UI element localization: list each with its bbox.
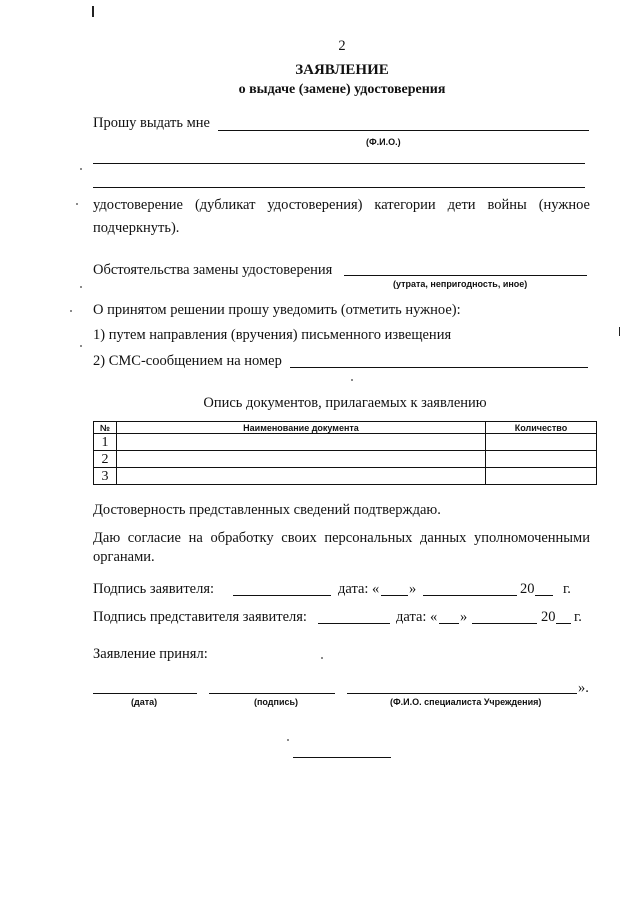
row-number: 2 xyxy=(94,451,117,468)
quantity-cell[interactable] xyxy=(486,434,597,451)
table-row xyxy=(94,451,597,468)
caption-specialist: (Ф.И.О. специалиста Учреждения) xyxy=(390,697,542,707)
certificate-line-2: подчеркнуть). xyxy=(93,220,180,236)
representative-year-line[interactable] xyxy=(556,623,571,624)
fio-line-3[interactable] xyxy=(93,187,585,188)
scan-dot xyxy=(80,168,82,170)
representative-month-line[interactable] xyxy=(472,623,537,624)
circumstances-line[interactable] xyxy=(344,275,587,276)
scan-dot xyxy=(76,203,78,205)
representative-signature-label: Подпись представителя заявителя: xyxy=(93,609,307,625)
header-document-name: Наименование документа xyxy=(117,422,486,434)
fio-line-2[interactable] xyxy=(93,163,585,164)
consent-line-2: органами. xyxy=(93,549,155,565)
applicant-date-label: дата: « xyxy=(338,581,380,597)
scan-dot xyxy=(80,345,82,347)
document-subtitle: о выдаче (замене) удостоверения xyxy=(238,82,446,97)
accepted-specialist-line[interactable] xyxy=(347,693,577,694)
applicant-month-line[interactable] xyxy=(423,595,517,596)
table-row xyxy=(94,468,597,485)
fio-line[interactable] xyxy=(218,130,589,131)
representative-day-line[interactable] xyxy=(439,623,459,624)
scan-mark xyxy=(619,327,620,336)
applicant-year-suffix: г. xyxy=(563,581,571,597)
circumstances-label: Обстоятельства замены удостоверения xyxy=(93,262,333,278)
docs-title: Опись документов, прилагаемых к заявлению xyxy=(203,395,487,411)
notify-option-2[interactable]: 2) СМС-сообщением на номер xyxy=(93,353,282,369)
applicant-day-line[interactable] xyxy=(381,595,408,596)
confirm-text: Достоверность представленных сведений подтверждаю. xyxy=(93,502,441,518)
quantity-cell[interactable] xyxy=(486,468,597,485)
phone-number-line[interactable] xyxy=(290,367,588,368)
document-title: ЗАЯВЛЕНИЕ xyxy=(295,62,389,78)
circumstances-caption: (утрата, непригодность, иное) xyxy=(393,279,528,289)
docs-table-header xyxy=(94,422,597,434)
row-number: 1 xyxy=(94,434,117,451)
scan-dot xyxy=(287,739,289,741)
caption-signature: (подпись) xyxy=(254,697,299,707)
representative-date-label: дата: « xyxy=(396,609,438,625)
scan-mark xyxy=(92,6,94,17)
page-number: 2 xyxy=(338,38,346,54)
request-label: Прошу выдать мне xyxy=(93,115,210,131)
applicant-year-prefix: 20 xyxy=(520,581,535,597)
caption-date: (дата) xyxy=(131,697,158,707)
certificate-line-1: удостоверение (дубликат удостоверения) категории дети войны (нужное xyxy=(93,197,590,213)
accepted-end: ». xyxy=(578,680,589,696)
fio-caption: (Ф.И.О.) xyxy=(366,137,401,147)
scan-dot xyxy=(70,310,72,312)
document-name-cell[interactable] xyxy=(117,451,486,468)
scan-dot xyxy=(351,379,353,381)
document-name-cell[interactable] xyxy=(117,434,486,451)
document-name-cell[interactable] xyxy=(117,468,486,485)
representative-year-suffix: г. xyxy=(574,609,582,625)
applicant-signature-line[interactable] xyxy=(233,595,331,596)
docs-table xyxy=(93,421,597,485)
closing-separator xyxy=(293,757,391,758)
applicant-year-line[interactable] xyxy=(535,595,553,596)
representative-quote-close: » xyxy=(460,609,468,625)
accepted-label: Заявление принял: xyxy=(93,646,208,662)
scan-dot xyxy=(80,286,82,288)
representative-signature-line[interactable] xyxy=(318,623,390,624)
notify-label: О принятом решении прошу уведомить (отметить нужное): xyxy=(93,302,461,318)
header-quantity: Количество xyxy=(486,422,597,434)
applicant-signature-label: Подпись заявителя: xyxy=(93,581,215,597)
table-row xyxy=(94,434,597,451)
header-number: № xyxy=(94,422,117,434)
scan-dot xyxy=(321,657,323,659)
applicant-quote-close: » xyxy=(409,581,417,597)
representative-year-prefix: 20 xyxy=(541,609,556,625)
quantity-cell[interactable] xyxy=(486,451,597,468)
accepted-date-line[interactable] xyxy=(93,693,197,694)
consent-line-1: Даю согласие на обработку своих персональных данных уполномоченными xyxy=(93,530,590,546)
accepted-signature-line[interactable] xyxy=(209,693,335,694)
notify-option-1[interactable]: 1) путем направления (вручения) письменного извещения xyxy=(93,327,452,343)
row-number: 3 xyxy=(94,468,117,485)
